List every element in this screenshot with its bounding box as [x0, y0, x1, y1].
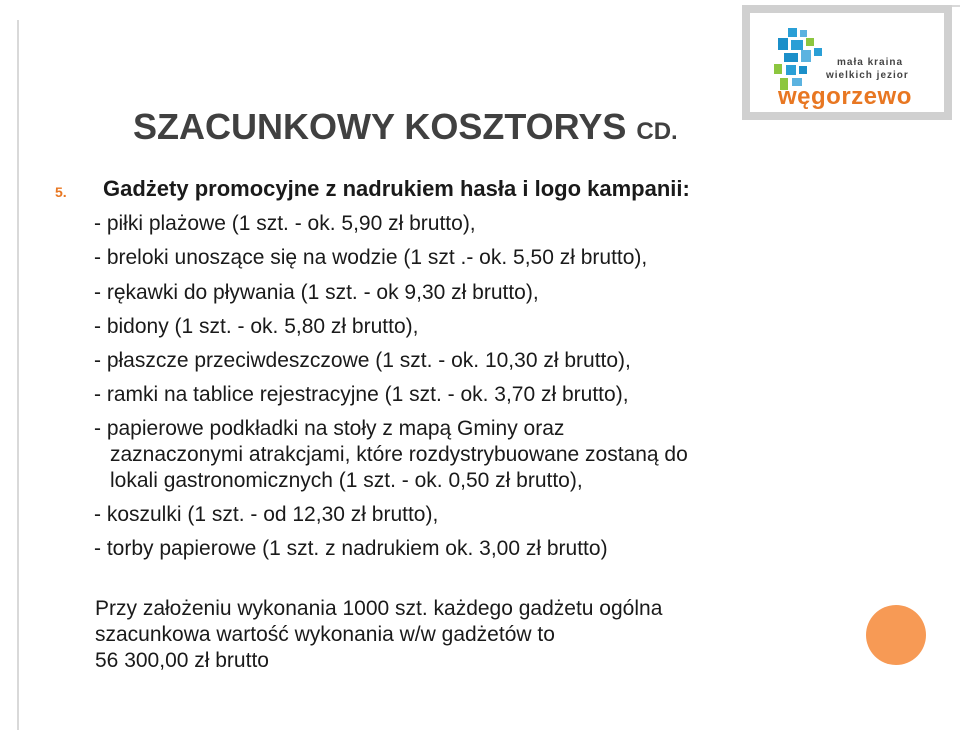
title-suffix: CD.: [636, 118, 678, 145]
list-item-armbands: - rękawki do pływania (1 szt. - ok 9,30 zł brutto),: [94, 281, 539, 304]
logo-tagline-line1: mała kraina: [837, 57, 904, 68]
list-item-tshirts: - koszulki (1 szt. - od 12,30 zł brutto),: [94, 503, 439, 526]
list-item-placemats-line3: lokali gastronomicznych (1 szt. - ok. 0,50 zł brutto),: [110, 469, 583, 492]
orange-circle-decoration: [866, 605, 926, 665]
summary-line-1: Przy założeniu wykonania 1000 szt. każdego gadżetu ogólna: [95, 597, 663, 620]
list-item-keychains: - breloki unoszące się na wodzie (1 szt .- ok. 5,50 zł brutto),: [94, 246, 648, 269]
logo-tagline-line2: wielkich jezior: [826, 70, 909, 81]
wegorzewo-logo: [742, 5, 952, 120]
list-item-bottles: - bidony (1 szt. - ok. 5,80 zł brutto),: [94, 315, 419, 338]
list-item-paper-bags: - torby papierowe (1 szt. z nadrukiem ok. 3,00 zł brutto): [94, 537, 608, 560]
logo-brand-text: węgorzewo: [778, 83, 912, 110]
list-item-raincoats: - płaszcze przeciwdeszczowe (1 szt. - ok. 10,30 zł brutto),: [94, 349, 631, 372]
slide-title: [133, 106, 678, 148]
summary-text: [95, 596, 662, 674]
left-border-line: [17, 20, 19, 730]
list-item-plate-frames: - ramki na tablice rejestracyjne (1 szt. - ok. 3,70 zł brutto),: [94, 383, 629, 406]
list-item-placemats-line2: zaznaczonymi atrakcjami, które rozdystrybuowane zostaną do: [110, 443, 688, 466]
list-item-beach-balls: - piłki plażowe (1 szt. - ok. 5,90 zł brutto),: [94, 212, 476, 235]
list-item-placemats: - papierowe podkładki na stoły z mapą Gminy oraz: [94, 417, 565, 440]
summary-line-2: szacunkowa wartość wykonania w/w gadżetów to: [95, 623, 555, 646]
section-heading: Gadżety promocyjne z nadrukiem hasła i logo kampanii:: [103, 176, 690, 201]
section-number: 5.: [55, 184, 67, 200]
summary-line-3: 56 300,00 zł brutto: [95, 649, 269, 672]
title-main: SZACUNKOWY KOSZTORYS: [133, 106, 637, 147]
